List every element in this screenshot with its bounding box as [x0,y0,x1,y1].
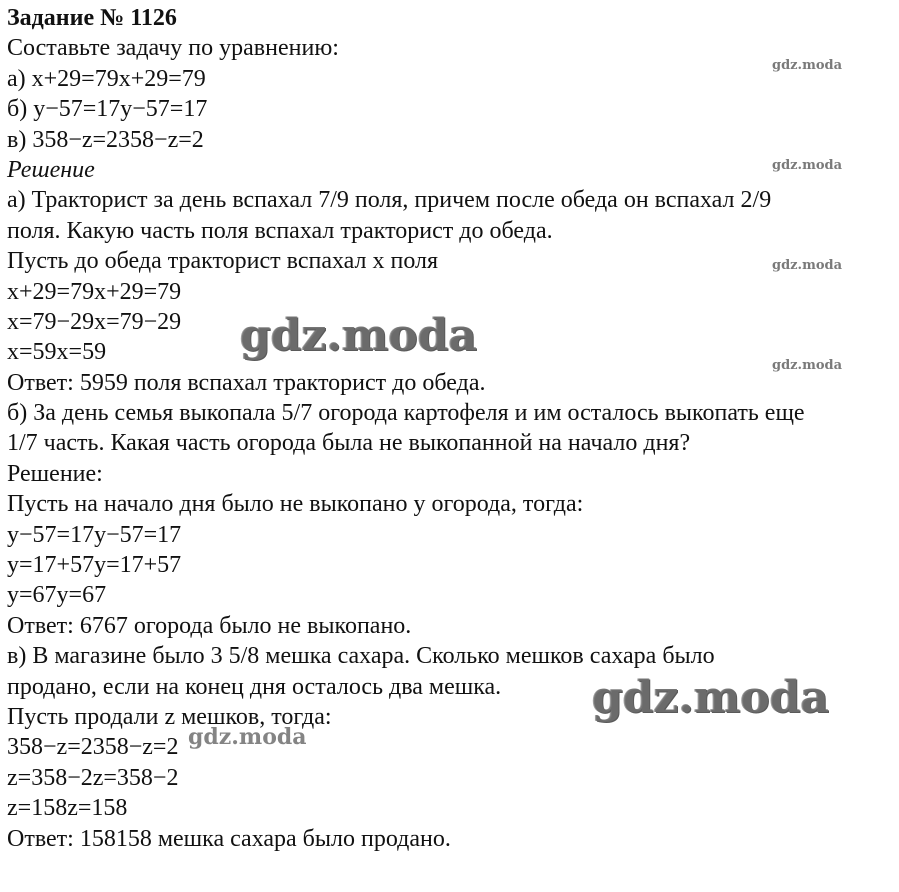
part-a-line: Пусть до обеда тракторист вспахал x поля [7,248,439,275]
part-b-line: б) За день семья выкопала 5/7 огорода картофеля и им осталось выкопать еще [7,400,805,427]
page-title: Задание № 1126 [7,5,177,31]
part-b-line: 1/7 часть. Какая часть огорода была не выкопанной на начало дня? [7,430,691,457]
part-c-answer: Ответ: 158158 мешка сахара было продано. [7,825,451,852]
part-a-answer: Ответ: 5959 поля вспахал тракторист до обеда. [7,369,486,396]
watermark-logo: gdz.moda [772,358,843,373]
part-a-line: поля. Какую часть поля вспахал тракторист до обеда. [7,217,553,244]
solution-heading: Решение [7,156,95,183]
watermark-logo-large: gdz.moda [592,672,830,723]
part-c-line: в) В магазине было 3 5/8 мешка сахара. Сколько мешков сахара было [7,643,715,670]
part-b-line: y=17+57y=17+57 [7,552,182,579]
watermark-logo-large: gdz.moda [240,310,478,361]
part-c-line: z=158z=158 [7,795,128,822]
part-b-line: y−57=17y−57=17 [7,521,182,548]
part-a-line: а) Тракторист за день вспахал 7/9 поля, причем после обеда он вспахал 2/9 [7,187,772,214]
task-equation-a: а) x+29=79x+29=79 [7,65,206,92]
watermark-logo: gdz.moda [188,724,307,750]
part-c-line: z=358−2z=358−2 [7,764,179,791]
part-a-line: x=59x=59 [7,339,107,366]
part-b-line: Пусть на начало дня было не выкопано y огорода, тогда: [7,491,584,518]
part-a-line: x+29=79x+29=79 [7,278,182,305]
part-b-line: y=67y=67 [7,582,107,609]
part-c-line: 358−z=2358−z=2 [7,734,179,761]
task-equation-c: в) 358−z=2358−z=2 [7,126,204,153]
watermark-logo: gdz.moda [772,158,843,173]
part-b-answer: Ответ: 6767 огорода было не выкопано. [7,612,412,639]
part-a-line: x=79−29x=79−29 [7,308,182,335]
watermark-logo: gdz.moda [772,58,843,73]
task-equation-b: б) y−57=17y−57=17 [7,96,208,123]
watermark-logo: gdz.moda [772,258,843,273]
part-c-line: продано, если на конец дня осталось два мешка. [7,673,502,700]
task-prompt: Составьте задачу по уравнению: [7,35,339,62]
part-b-line: Решение: [7,460,103,487]
document [7,3,892,854]
part-c-line: Пусть продали z мешков, тогда: [7,703,332,730]
